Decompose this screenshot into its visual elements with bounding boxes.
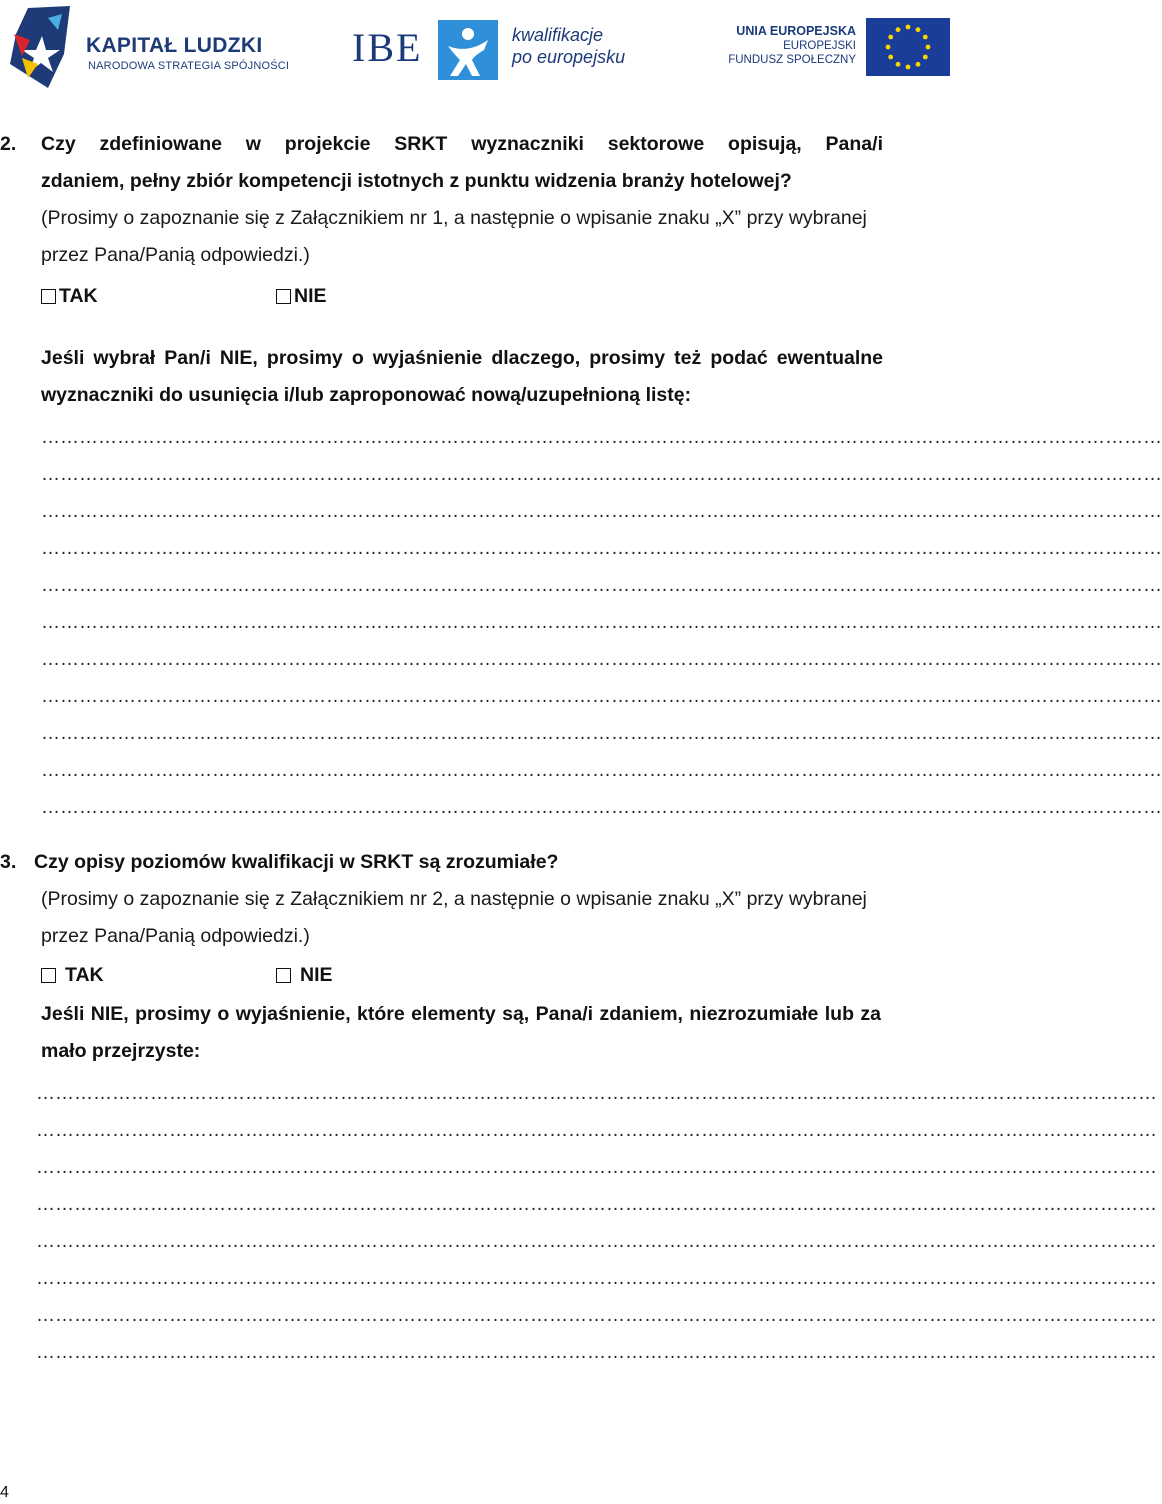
question-2-title-line-2: zdaniem, pełny zbiór kompetencji istotnych z punktu widzenia branży hotelowej? <box>41 170 792 192</box>
option-yes-label: TAK <box>59 285 98 307</box>
option-yes-label: TAK <box>65 964 104 986</box>
kapital-ludzki-title: KAPITAŁ LUDZKI <box>86 34 263 57</box>
eu-subtitle-line-1: EUROPEJSKI <box>783 40 856 52</box>
question-3-instruction: (Prosimy o zapoznanie się z Załącznikiem nr 2, a następnie o wpisanie znaku „X” przy wybranej przez Pana/Panią odpowiedzi.) <box>41 888 867 947</box>
question-2-followup: Jeśli wybrał Pan/i NIE, prosimy o wyjaśnienie dlaczego, prosimy też podać ewentualne wyznaczniki do usunięcia i/lub zaproponować nową/uzupełnioną listę: <box>41 347 883 406</box>
option-no-label: NIE <box>300 964 333 986</box>
ibe-tagline <box>512 24 625 68</box>
answer-line: …………………………………………………………………………………………………………………………………………………………… <box>41 575 1162 596</box>
answer-line: …………………………………………………………………………………………………………………………………………………………… <box>36 1083 1157 1104</box>
answer-line: …………………………………………………………………………………………………………………………………………………………… <box>36 1231 1157 1252</box>
answer-line: …………………………………………………………………………………………………………………………………………………………… <box>41 538 1162 559</box>
answer-line: …………………………………………………………………………………………………………………………………………………………… <box>41 723 1162 744</box>
answer-line: …………………………………………………………………………………………………………………………………………………………… <box>36 1120 1157 1141</box>
answer-line: …………………………………………………………………………………………………………………………………………………………… <box>36 1157 1157 1178</box>
question-2-number: 2. <box>0 133 17 155</box>
checkbox-yes[interactable] <box>41 968 56 983</box>
question-3-title: Czy opisy poziomów kwalifikacji w SRKT są zrozumiałe? <box>34 851 559 873</box>
checkbox-no[interactable] <box>276 968 291 983</box>
ibe-tagline-line-2: po europejsku <box>512 47 626 67</box>
question-3-option-yes[interactable] <box>41 963 104 987</box>
ibe-logo <box>352 12 642 82</box>
answer-line: …………………………………………………………………………………………………………………………………………………………… <box>41 612 1162 633</box>
question-2-option-yes[interactable] <box>41 284 98 308</box>
eu-logo <box>730 18 952 80</box>
answer-line: …………………………………………………………………………………………………………………………………………………………… <box>36 1194 1157 1215</box>
eu-title: UNIA EUROPEJSKA <box>736 24 856 38</box>
eu-flag-icon <box>866 18 950 76</box>
question-3-followup: Jeśli NIE, prosimy o wyjaśnienie, które elementy są, Pana/i zdaniem, niezrozumiałe lub za mało przejrzyste: <box>41 1003 881 1062</box>
eu-subtitle <box>728 39 856 67</box>
answer-line: …………………………………………………………………………………………………………………………………………………………… <box>36 1305 1157 1326</box>
answer-line: …………………………………………………………………………………………………………………………………………………………… <box>41 501 1162 522</box>
star-icon <box>8 4 78 90</box>
question-2-title-line-1: Czy zdefiniowane w projekcie SRKT wyznaczniki sektorowe opisują, Pana/i <box>41 133 883 155</box>
answer-line: …………………………………………………………………………………………………………………………………………………………… <box>41 427 1162 448</box>
kapital-ludzki-logo <box>8 4 298 90</box>
option-no-label: NIE <box>294 285 327 307</box>
page-header <box>0 0 960 96</box>
question-3-number: 3. <box>0 851 17 873</box>
jumping-figure-icon <box>438 20 498 80</box>
eu-subtitle-line-2: FUNDUSZ SPOŁECZNY <box>728 54 856 66</box>
checkbox-yes[interactable] <box>41 289 56 304</box>
answer-line: …………………………………………………………………………………………………………………………………………………………… <box>36 1342 1157 1363</box>
question-3-option-no[interactable] <box>276 963 333 987</box>
ibe-text: IBE <box>352 25 423 70</box>
answer-line: …………………………………………………………………………………………………………………………………………………………… <box>36 1268 1157 1289</box>
question-2-instruction: (Prosimy o zapoznanie się z Załącznikiem nr 1, a następnie o wpisanie znaku „X” przy wybranej przez Pana/Panią odpowiedzi.) <box>41 207 867 266</box>
answer-line: …………………………………………………………………………………………………………………………………………………………… <box>41 464 1162 485</box>
checkbox-no[interactable] <box>276 289 291 304</box>
page-number: 4 <box>0 1484 9 1501</box>
answer-line: …………………………………………………………………………………………………………………………………………………………… <box>41 686 1162 707</box>
question-2-option-no[interactable] <box>276 284 327 308</box>
answer-line: …………………………………………………………………………………………………………………………………………………………… <box>41 649 1162 670</box>
kapital-ludzki-subtitle: NARODOWA STRATEGIA SPÓJNOŚCI <box>88 60 290 72</box>
answer-line: …………………………………………………………………………………………………………………………………………………………… <box>41 797 1162 818</box>
answer-line: …………………………………………………………………………………………………………………………………………………………… <box>41 760 1162 781</box>
ibe-tagline-line-1: kwalifikacje <box>512 25 604 45</box>
